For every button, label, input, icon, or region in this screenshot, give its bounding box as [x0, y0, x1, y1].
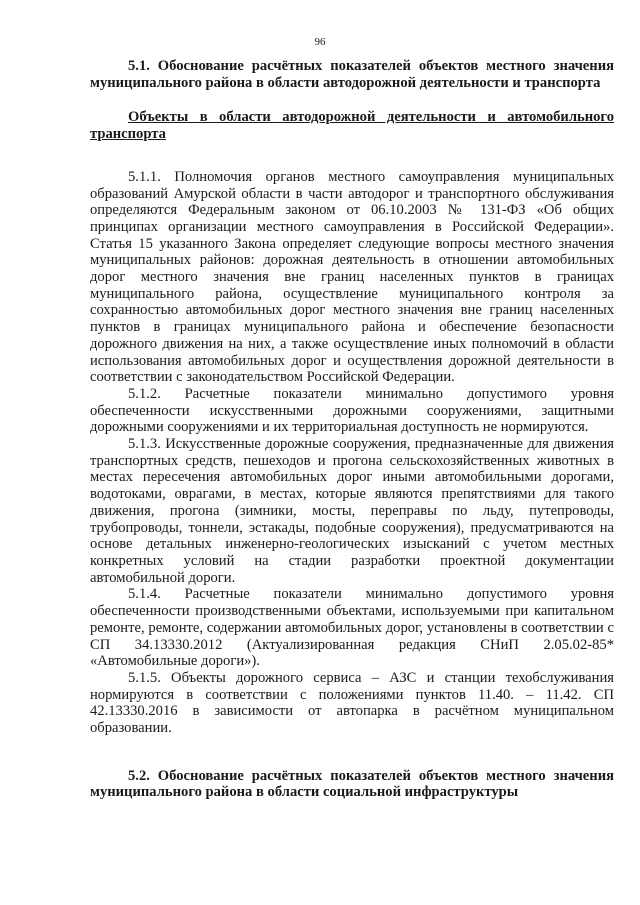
page-content	[90, 58, 614, 801]
paragraph-5-1-3: 5.1.3. Искусственные дорожные сооружения, предназначенные для движения транспортных средств, пешеходов и прогона сельскохозяйственных животных в местах пересечения автомобильных дорог иными автомобильными дорогами, водотоками, оврагами, в местах, которые являются препятствиями для такого движения, прогона (зимники, мосты, переправы по льду, путепроводы, трубопроводы, тоннели, эстакады, подобные сооружения), предусматриваются на основе детальных инженерно-геологических изысканий с учетом местных конкретных условий на стадии разработки проектной документации автомобильной дороги.	[90, 436, 614, 586]
page-number: 96	[314, 36, 326, 48]
paragraph-5-1-2: 5.1.2. Расчетные показатели минимально допустимого уровня обеспеченности искусственными дорожными сооружениями, защитными дорожными сооружениями и их территориальная доступность не нормируются.	[90, 385, 614, 436]
subheading-road-objects: Объекты в области автодорожной деятельности и автомобильного транспорта	[90, 109, 614, 143]
section-heading-5-2: 5.2. Обоснование расчётных показателей объектов местного значения муниципального района в области социальной инфраструктуры	[90, 767, 614, 801]
paragraph-5-1-1: 5.1.1. Полномочия органов местного самоуправления муниципальных образований Амурской области в части автодорог и транспортного обслуживания определяются Федеральным законом от 06.10.2003 № 131-ФЗ «Об общих принципах организации местного самоуправления в Российской Федерации». Статья 15 указанного Закона определяет следующие вопросы местного значения муниципальных районов: дорожная деятельность в отношении автомобильных дорог местного значения вне границ населенных пунктов в границах муниципального района, осуществление муниципального контроля за сохранностью автомобильных дорог местного значения вне границ населенных пунктов в границах муниципального района и обеспечение безопасности дорожного движения на них, а также осуществление иных полномочий в области использования автомобильных дорог и осуществления дорожной деятельности в соответствии с законодательством Российской Федерации.	[90, 168, 614, 386]
section-heading-5-1: 5.1. Обоснование расчётных показателей объектов местного значения муниципального района в области автодорожной деятельности и транспорта	[90, 58, 614, 91]
paragraph-5-1-5: 5.1.5. Объекты дорожного сервиса – АЗС и станции техобслуживания нормируются в соответствии с положениями пунктов 11.40. – 11.42. СП 42.13330.2016 в зависимости от автопарка в расчётном муниципальном образовании.	[90, 669, 614, 737]
paragraph-5-1-4: 5.1.4. Расчетные показатели минимально допустимого уровня обеспеченности производственными объектами, используемыми при капитальном ремонте, ремонте, содержании автомобильных дорог, установлены в соответствии с СП 34.13330.2012 (Актуализированная редакция СНиП 2.05.02-85* «Автомобильные дороги»).	[90, 586, 614, 670]
